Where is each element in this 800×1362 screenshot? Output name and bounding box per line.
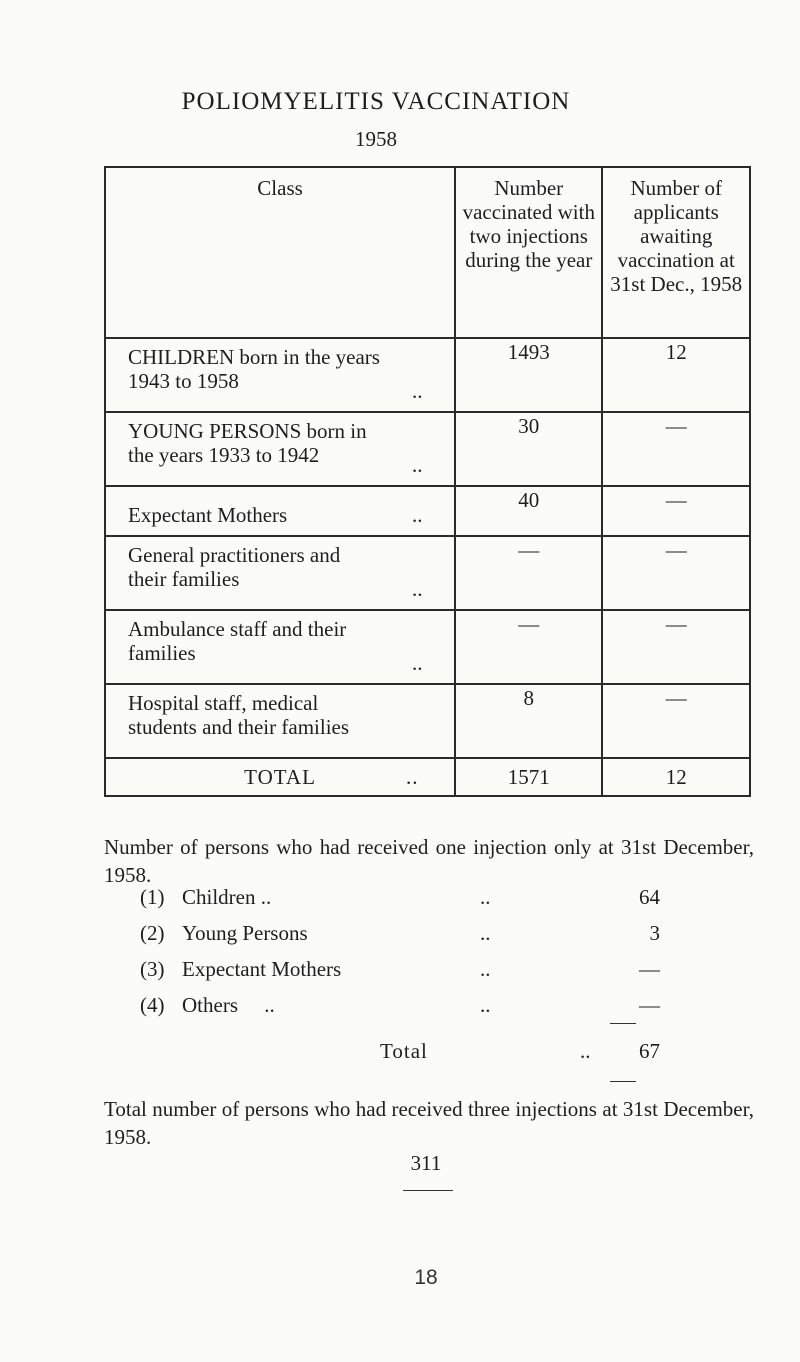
row-label: YOUNG PERSONS born in the years 1933 to 1942 .. (105, 412, 455, 486)
row-awaiting: — (602, 486, 750, 536)
row-awaiting: — (602, 536, 750, 610)
row-vaccinated: 1493 (455, 338, 602, 412)
row-vaccinated: 30 (455, 412, 602, 486)
table-row (105, 338, 750, 412)
total-label: TOTAL .. (105, 758, 455, 796)
row-label: Ambulance staff and their families .. (105, 610, 455, 684)
table-row (105, 486, 750, 536)
list-item: (4) Others .. .. — (140, 993, 660, 1017)
row-awaiting: — (602, 412, 750, 486)
row-awaiting: 12 (602, 338, 750, 412)
one-injection-paragraph: Number of persons who had received one injection only at 31st December, 1958. (104, 835, 754, 887)
row-label: Expectant Mothers .. (105, 486, 455, 536)
header-awaiting: Number of applicants awaiting vaccination at 31st Dec., 1958 (602, 167, 750, 338)
sum-rule-top (610, 1023, 636, 1024)
table-row (105, 610, 750, 684)
header-vaccinated: Number vaccinated with two injections during the year (455, 167, 602, 338)
table-total-row (105, 758, 750, 796)
page-number: 18 (414, 1266, 438, 1289)
row-label: Hospital staff, medical students and their families (105, 684, 455, 758)
vaccination-table (104, 166, 751, 797)
header-class: Class (105, 167, 455, 338)
total-awaiting: 12 (602, 758, 750, 796)
list-item: (2) Young Persons .. 3 (140, 921, 660, 945)
row-vaccinated: 40 (455, 486, 602, 536)
three-injections-paragraph: Total number of persons who had received three injections at 31st December, 1958. (104, 1097, 754, 1149)
three-injections-value: 311 (410, 1151, 442, 1175)
row-vaccinated: — (455, 536, 602, 610)
row-vaccinated: — (455, 610, 602, 684)
row-awaiting: — (602, 610, 750, 684)
list-item: (3) Expectant Mothers .. — (140, 957, 660, 981)
row-vaccinated: 8 (455, 684, 602, 758)
table-row (105, 412, 750, 486)
value-underline (403, 1190, 453, 1191)
row-awaiting: — (602, 684, 750, 758)
table-header-row (105, 167, 750, 338)
table-row (105, 536, 750, 610)
page-title: POLIOMYELITIS VACCINATION (181, 88, 571, 115)
sum-rule-bottom (610, 1081, 636, 1082)
list-item: (1) Children .. .. 64 (140, 885, 660, 909)
row-label: General practitioners and their families .. (105, 536, 455, 610)
table-row (105, 684, 750, 758)
row-label: CHILDREN born in the years 1943 to 1958 .. (105, 338, 455, 412)
page-subtitle-year: 1958 (355, 127, 397, 151)
one-injection-list (140, 885, 660, 1029)
one-injection-total: Total .. 67 (380, 1039, 660, 1063)
total-vaccinated: 1571 (455, 758, 602, 796)
